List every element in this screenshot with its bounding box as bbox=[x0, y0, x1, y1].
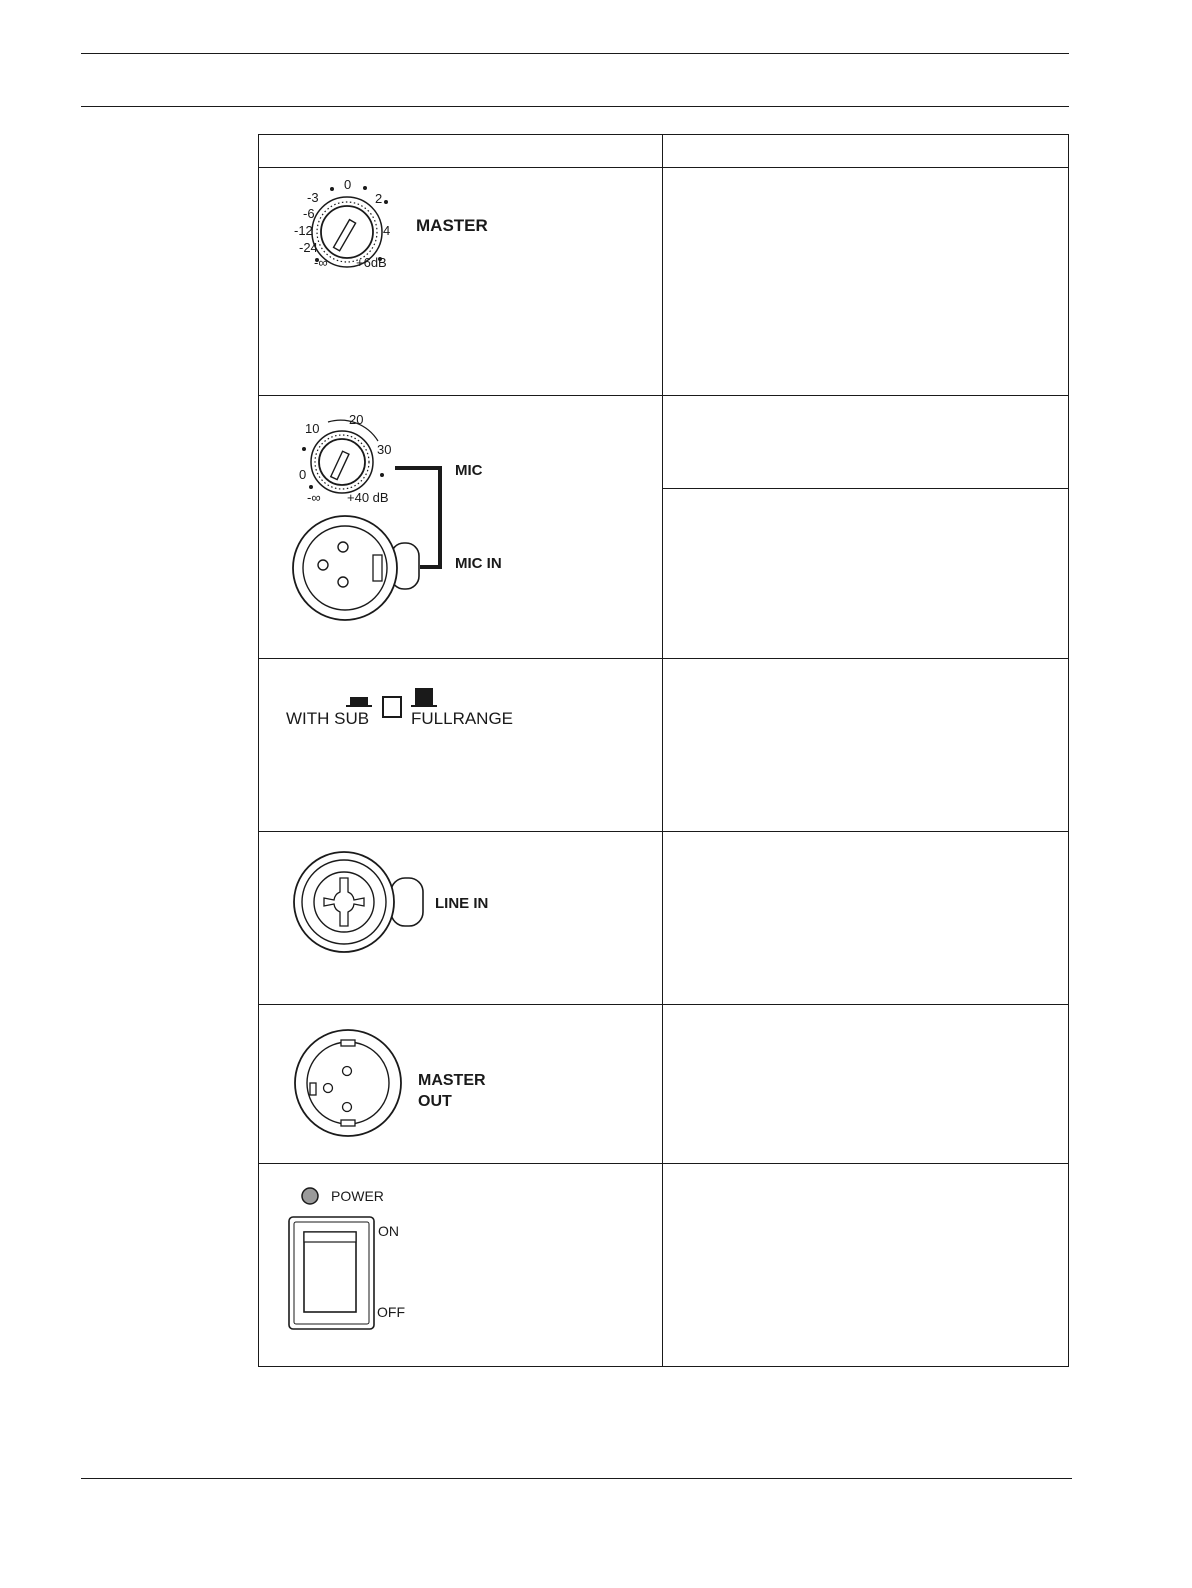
master-volume-panel bbox=[270, 172, 650, 282]
crossover-switch-panel bbox=[280, 680, 650, 740]
line-in-panel bbox=[280, 840, 650, 970]
xlr-input-connector[interactable] bbox=[293, 516, 419, 620]
table-row-divider bbox=[258, 1163, 1069, 1164]
table-row-divider bbox=[258, 1004, 1069, 1005]
power-led bbox=[302, 1188, 318, 1204]
line-in-label: LINE IN bbox=[435, 895, 489, 912]
mic-gain-knob[interactable] bbox=[311, 431, 373, 493]
with-sub-indicator bbox=[346, 697, 372, 707]
mic-in-label: MIC IN bbox=[455, 555, 502, 572]
with-sub-label: WITH SUB bbox=[286, 709, 370, 728]
power-label: POWER bbox=[331, 1188, 384, 1204]
table-border-top bbox=[258, 134, 1069, 135]
master-scale-2: 2 bbox=[375, 191, 383, 206]
mic-scale-30: 30 bbox=[377, 442, 392, 457]
crossover-switch-button[interactable] bbox=[383, 697, 401, 717]
table-border-left bbox=[258, 134, 259, 1367]
master-scale-0: 0 bbox=[344, 177, 352, 192]
mic-scale-minus-inf: -∞ bbox=[307, 490, 321, 505]
mic-scale-20: 20 bbox=[349, 412, 364, 427]
master-out-panel bbox=[280, 1020, 650, 1150]
power-rocker-switch[interactable] bbox=[289, 1217, 374, 1329]
mic-scale-0: 0 bbox=[299, 467, 307, 482]
power-off-label: OFF bbox=[377, 1304, 405, 1320]
master-scale-minus-6: -6 bbox=[303, 206, 315, 221]
table-row-divider bbox=[258, 831, 1069, 832]
table-border-right bbox=[1068, 134, 1069, 1367]
master-scale-minus-24: -24 bbox=[299, 240, 318, 255]
table-row-divider bbox=[258, 395, 1069, 396]
fullrange-indicator bbox=[411, 688, 437, 707]
table-row-divider bbox=[258, 658, 1069, 659]
mic-panel bbox=[270, 405, 650, 625]
master-scale-minus-12: -12 bbox=[294, 223, 313, 238]
table-subrow-divider bbox=[662, 488, 1069, 489]
master-scale-plus-6db: +6dB bbox=[356, 255, 387, 270]
table-column-divider bbox=[662, 134, 663, 1367]
xlr-output-connector[interactable] bbox=[295, 1030, 401, 1136]
power-on-label: ON bbox=[378, 1223, 399, 1239]
mic-label: MIC bbox=[455, 462, 483, 479]
master-out-label-line2: OUT bbox=[418, 1093, 452, 1110]
master-label: MASTER bbox=[416, 216, 488, 235]
table-border-bottom bbox=[258, 1366, 1069, 1367]
master-scale-minus-3: -3 bbox=[307, 190, 319, 205]
master-scale-4: 4 bbox=[383, 223, 391, 238]
master-scale-minus-inf: -∞ bbox=[314, 255, 328, 270]
power-panel bbox=[280, 1180, 650, 1340]
top-rule bbox=[81, 53, 1069, 54]
table-header-divider bbox=[258, 167, 1069, 168]
header-rule bbox=[81, 106, 1069, 107]
master-out-label-line1: MASTER bbox=[418, 1072, 486, 1089]
footer-rule bbox=[81, 1478, 1072, 1479]
mic-scale-plus-40db: +40 dB bbox=[347, 490, 389, 505]
fullrange-label: FULLRANGE bbox=[411, 709, 514, 728]
combo-jack-connector[interactable] bbox=[294, 852, 423, 952]
mic-scale-10: 10 bbox=[305, 421, 320, 436]
